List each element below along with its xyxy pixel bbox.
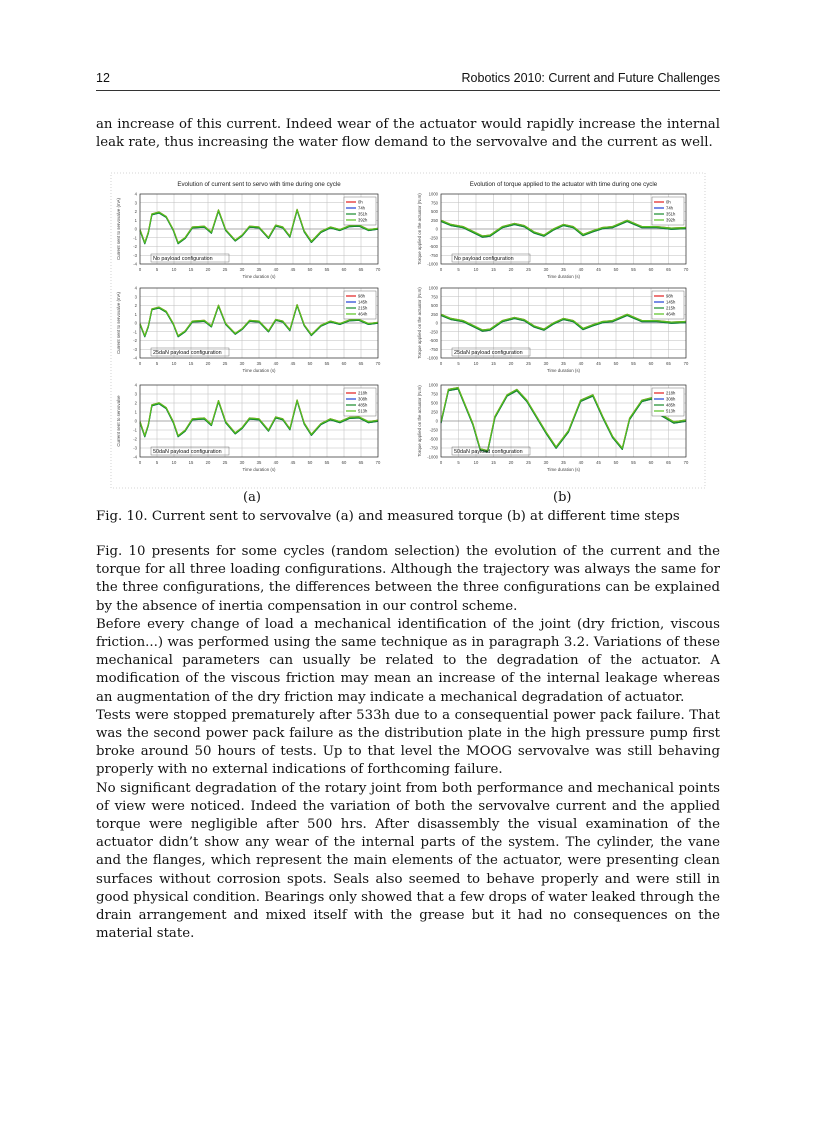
chart-title: Evolution of torque applied to the actuator with time during one cycle xyxy=(469,181,658,188)
x-tick-label: 5 xyxy=(457,460,460,465)
x-axis-label: Time duration (s) xyxy=(242,274,276,279)
y-tick-label: 0 xyxy=(435,226,438,232)
x-tick-label: 30 xyxy=(543,460,549,465)
header-rule xyxy=(96,90,720,91)
body-paragraph-2: Before every change of load a mechanical identification of the joint (dry friction, viscous friction...) was performed using the same technique as in paragraph 3.2. Variations of these mechanical parameters can usually be related to the degradation of the actuator. A modification of the viscous friction may mean an increase of the internal leakage whereas an augmentation of the dry friction may indicate a mechanical degradation of actuator. xyxy=(96,616,720,705)
x-tick-label: 60 xyxy=(648,361,654,366)
y-tick-label: -2 xyxy=(133,436,137,442)
x-tick-label: 40 xyxy=(273,460,279,465)
y-tick-label: -2 xyxy=(133,244,137,249)
x-tick-label: 65 xyxy=(666,361,671,366)
x-tick-label: 55 xyxy=(324,267,330,272)
figure-caption: Fig. 10. Current sent to servovalve (a) and measured torque (b) at different time steps xyxy=(96,509,680,524)
y-tick-label: 250 xyxy=(431,311,438,317)
x-tick-label: 55 xyxy=(324,361,330,366)
x-tick-label: 70 xyxy=(375,460,381,465)
y-tick-label: 1000 xyxy=(428,285,438,291)
x-tick-label: 35 xyxy=(561,361,566,366)
x-tick-label: 60 xyxy=(648,267,654,272)
legend-entry: 485h xyxy=(358,402,368,408)
y-tick-label: 3 xyxy=(134,294,137,300)
legend-entry: 392h xyxy=(358,217,368,223)
x-tick-label: 35 xyxy=(256,361,262,366)
x-tick-label: 50 xyxy=(613,267,619,272)
body-paragraph-1: Fig. 10 presents for some cycles (random selection) the evolution of the current and the torque for all three loading configurations. Although the trajectory was always the same for the three configurations, the differences between the three configurations can be explained by the absence of inertia compensation in our control scheme. xyxy=(96,544,720,614)
y-tick-label: -500 xyxy=(429,436,438,442)
x-tick-label: 40 xyxy=(578,267,584,272)
y-tick-label: -4 xyxy=(133,261,137,267)
y-tick-label: 1000 xyxy=(428,382,438,388)
y-tick-label: 2 xyxy=(134,209,137,214)
x-tick-label: 45 xyxy=(596,361,601,366)
x-tick-label: 50 xyxy=(307,460,313,465)
y-tick-label: 3 xyxy=(134,391,137,397)
x-tick-label: 20 xyxy=(205,361,211,366)
legend-entry: 215h xyxy=(358,305,368,311)
y-tick-label: -750 xyxy=(429,346,438,352)
chart-b2 xyxy=(417,286,689,374)
y-tick-label: -1 xyxy=(133,235,137,241)
y-tick-label: -1 xyxy=(133,427,137,433)
legend-entry: 464h xyxy=(666,311,676,317)
config-annotation: 50daN payload configuration xyxy=(454,449,523,455)
x-axis-label: Time duration (s) xyxy=(546,368,581,373)
x-tick-label: 25 xyxy=(526,460,531,465)
legend-entry: 98h xyxy=(666,293,673,299)
page-number: 12 xyxy=(96,71,110,85)
y-tick-label: 0 xyxy=(435,320,438,326)
x-tick-label: 20 xyxy=(508,267,514,272)
x-tick-label: 10 xyxy=(473,267,479,272)
y-tick-label: -1000 xyxy=(427,261,438,267)
legend-entry: 308h xyxy=(666,396,676,402)
y-tick-label: 750 xyxy=(431,294,438,300)
x-tick-label: 60 xyxy=(648,460,654,465)
legend-entry: 464h xyxy=(358,311,368,317)
chart-b1 xyxy=(417,181,689,279)
x-tick-label: 35 xyxy=(256,267,262,272)
x-tick-label: 60 xyxy=(341,361,347,366)
x-tick-label: 65 xyxy=(666,267,671,272)
x-tick-label: 50 xyxy=(613,460,619,465)
chart-a1 xyxy=(116,181,381,279)
x-tick-label: 35 xyxy=(561,267,566,272)
y-tick-label: 250 xyxy=(431,217,438,223)
y-tick-label: 500 xyxy=(431,400,438,406)
x-tick-label: 30 xyxy=(239,460,245,465)
legend-entry: 308h xyxy=(358,396,368,402)
x-tick-label: 0 xyxy=(138,361,142,366)
x-tick-label: 10 xyxy=(473,460,479,465)
y-tick-label: -750 xyxy=(429,252,438,258)
x-tick-label: 60 xyxy=(341,460,347,465)
x-tick-label: 25 xyxy=(526,361,531,366)
y-tick-label: 0 xyxy=(134,418,137,424)
x-tick-label: 30 xyxy=(543,267,549,272)
x-tick-label: 0 xyxy=(439,361,443,366)
y-axis-label: Current sent to servovalve (mA) xyxy=(116,198,121,260)
legend-entry: 351h xyxy=(358,211,368,217)
legend-entry: 218h xyxy=(666,390,676,396)
x-tick-label: 15 xyxy=(491,267,496,272)
x-tick-label: 30 xyxy=(239,361,245,366)
config-annotation: 50daN payload configuration xyxy=(153,449,222,455)
legend-entry: 98h xyxy=(358,293,365,299)
x-tick-label: 15 xyxy=(188,267,194,272)
y-tick-label: 4 xyxy=(134,382,137,388)
x-tick-label: 15 xyxy=(188,460,194,465)
legend-entry: 74h xyxy=(358,205,365,211)
y-tick-label: -250 xyxy=(429,427,438,433)
x-tick-label: 15 xyxy=(491,361,496,366)
legend-entry: 513h xyxy=(666,408,676,414)
x-tick-label: 5 xyxy=(155,460,159,465)
x-tick-label: 45 xyxy=(596,267,601,272)
x-tick-label: 70 xyxy=(375,267,381,272)
y-axis-label: Torque applied on the actuator (N.m) xyxy=(417,287,422,359)
x-axis-label: Time duration (s) xyxy=(546,467,581,472)
x-tick-label: 10 xyxy=(171,361,177,366)
x-tick-label: 40 xyxy=(578,361,584,366)
x-tick-label: 50 xyxy=(307,361,313,366)
y-tick-label: 4 xyxy=(134,285,137,291)
x-tick-label: 50 xyxy=(307,267,313,272)
config-annotation: No payload configuration xyxy=(153,256,213,262)
legend-entry: 392h xyxy=(666,217,676,223)
body-paragraph-4: No significant degradation of the rotary joint from both performance and mechanical points of view were noticed. Indeed the variation of both the servovalve current and the applied torque were negligible after 500 hrs. After disassembly the visual examination of the actuator didn’t show any wear of the internal parts of the system. The cylinder, the vane and the flanges, which represent the main elements of the actuator, were presenting clean surfaces without corrosion spots. Seals also seemed to behave properly and were still in good physical condition. Bearings only showed that a few drops of water leaked through the drain arrangement and mixed itself with the grease but it had no consequences on the material state. xyxy=(96,780,720,942)
x-tick-label: 45 xyxy=(290,267,296,272)
chart-a2 xyxy=(116,286,381,374)
y-axis-label: Current sent to servovalve (mA) xyxy=(116,292,121,354)
x-tick-label: 15 xyxy=(188,361,194,366)
y-tick-label: 2 xyxy=(134,400,137,406)
y-tick-label: -2 xyxy=(133,338,137,343)
config-annotation: 25daN payload configuration xyxy=(454,350,523,356)
x-tick-label: 30 xyxy=(239,267,245,272)
running-title: Robotics 2010: Current and Future Challenges xyxy=(461,71,720,85)
x-tick-label: 25 xyxy=(222,267,228,272)
x-tick-label: 45 xyxy=(596,460,601,465)
y-tick-label: 3 xyxy=(134,200,137,206)
legend-entry: 74h xyxy=(666,205,673,211)
y-tick-label: 500 xyxy=(431,303,438,308)
x-tick-label: 40 xyxy=(578,460,584,465)
y-tick-label: -250 xyxy=(429,329,438,335)
config-annotation: 25daN payload configuration xyxy=(153,350,222,356)
intro-paragraph: an increase of this current. Indeed wear of the actuator would rapidly increase the internal leak rate, thus increasing the water flow demand to the servovalve and the current as well. xyxy=(96,117,720,151)
y-axis-label: Current sent to servovalve xyxy=(116,395,121,447)
figure-10 xyxy=(110,172,706,489)
y-tick-label: -3 xyxy=(133,445,137,451)
x-tick-label: 70 xyxy=(683,361,689,366)
legend-entry: 145h xyxy=(666,299,676,305)
y-tick-label: 250 xyxy=(431,409,438,415)
x-tick-label: 20 xyxy=(508,460,514,465)
y-tick-label: 4 xyxy=(134,191,137,197)
config-annotation: No payload configuration xyxy=(454,256,514,262)
y-tick-label: 1 xyxy=(134,311,137,317)
panel-label-a: (a) xyxy=(243,490,261,505)
body-text xyxy=(96,543,720,943)
legend-entry: 513h xyxy=(358,408,368,414)
legend-entry: 0h xyxy=(358,199,363,205)
x-tick-label: 35 xyxy=(561,460,566,465)
x-axis-label: Time duration (s) xyxy=(546,274,581,279)
y-tick-label: 0 xyxy=(435,418,438,424)
x-tick-label: 70 xyxy=(683,267,689,272)
legend-entry: 0h xyxy=(666,199,671,205)
x-tick-label: 20 xyxy=(508,361,514,366)
x-tick-label: 65 xyxy=(358,267,364,272)
y-tick-label: 2 xyxy=(134,303,137,308)
x-tick-label: 60 xyxy=(341,267,347,272)
x-tick-label: 70 xyxy=(375,361,381,366)
x-axis-label: Time duration (s) xyxy=(242,467,276,472)
y-tick-label: 500 xyxy=(431,209,438,214)
chart-title: Evolution of current sent to servo with time during one cycle xyxy=(177,181,341,188)
x-tick-label: 70 xyxy=(683,460,689,465)
x-tick-label: 55 xyxy=(324,460,330,465)
x-axis-label: Time duration (s) xyxy=(242,368,276,373)
y-tick-label: -3 xyxy=(133,346,137,352)
panel-label-b: (b) xyxy=(553,490,572,505)
x-tick-label: 30 xyxy=(543,361,549,366)
x-tick-label: 35 xyxy=(256,460,262,465)
y-tick-label: 750 xyxy=(431,200,438,206)
legend-entry: 145h xyxy=(358,299,368,305)
x-tick-label: 25 xyxy=(222,361,228,366)
y-tick-label: 0 xyxy=(134,226,137,232)
x-tick-label: 15 xyxy=(491,460,496,465)
y-tick-label: 1 xyxy=(134,217,137,223)
legend-entry: 215h xyxy=(666,305,676,311)
chart-b3 xyxy=(417,383,689,473)
x-tick-label: 65 xyxy=(358,460,364,465)
y-tick-label: -500 xyxy=(429,338,438,343)
x-tick-label: 5 xyxy=(457,267,460,272)
x-tick-label: 55 xyxy=(631,361,636,366)
x-tick-label: 25 xyxy=(526,267,531,272)
x-tick-label: 50 xyxy=(613,361,619,366)
x-tick-label: 25 xyxy=(222,460,228,465)
x-tick-label: 5 xyxy=(155,361,159,366)
legend-entry: 218h xyxy=(358,390,368,396)
x-tick-label: 0 xyxy=(439,267,443,272)
y-tick-label: -4 xyxy=(133,454,137,460)
y-tick-label: -500 xyxy=(429,244,438,249)
x-tick-label: 20 xyxy=(205,267,211,272)
x-tick-label: 55 xyxy=(631,460,636,465)
legend-entry: 485h xyxy=(666,402,676,408)
y-tick-label: 1000 xyxy=(428,191,438,197)
legend-entry: 351h xyxy=(666,211,676,217)
x-tick-label: 65 xyxy=(358,361,364,366)
x-tick-label: 0 xyxy=(138,460,142,465)
y-axis-label: Torque applied on the actuator (N.m) xyxy=(417,385,422,457)
body-paragraph-3: Tests were stopped prematurely after 533h due to a consequential power pack failure. That was the second power pack failure as the distribution plate in the high pressure pump first broke around 50 hours of tests. Up to that level the MOOG servovalve was still behaving properly with no external indications of forthcoming failure. xyxy=(96,707,720,778)
figure-10-charts xyxy=(110,172,706,489)
x-tick-label: 40 xyxy=(273,267,279,272)
chart-a3 xyxy=(116,383,381,473)
y-tick-label: -1 xyxy=(133,329,137,335)
x-tick-label: 45 xyxy=(290,460,296,465)
x-tick-label: 55 xyxy=(631,267,636,272)
y-tick-label: -250 xyxy=(429,235,438,241)
y-tick-label: -750 xyxy=(429,445,438,451)
y-tick-label: -4 xyxy=(133,355,137,361)
y-tick-label: 750 xyxy=(431,391,438,397)
y-axis-label: Torque applied on the actuator (N.m) xyxy=(417,193,422,265)
y-tick-label: -1000 xyxy=(427,355,438,361)
x-tick-label: 65 xyxy=(666,460,671,465)
x-tick-label: 20 xyxy=(205,460,211,465)
x-tick-label: 10 xyxy=(171,460,177,465)
x-tick-label: 45 xyxy=(290,361,296,366)
x-tick-label: 0 xyxy=(138,267,142,272)
x-tick-label: 0 xyxy=(439,460,443,465)
y-tick-label: -1000 xyxy=(427,454,438,460)
x-tick-label: 40 xyxy=(273,361,279,366)
x-tick-label: 10 xyxy=(171,267,177,272)
figure-panel-labels xyxy=(96,490,720,508)
y-tick-label: 1 xyxy=(134,409,137,415)
page-header xyxy=(96,71,720,87)
x-tick-label: 10 xyxy=(473,361,479,366)
x-tick-label: 5 xyxy=(457,361,460,366)
y-tick-label: -3 xyxy=(133,252,137,258)
x-tick-label: 5 xyxy=(155,267,159,272)
y-tick-label: 0 xyxy=(134,320,137,326)
